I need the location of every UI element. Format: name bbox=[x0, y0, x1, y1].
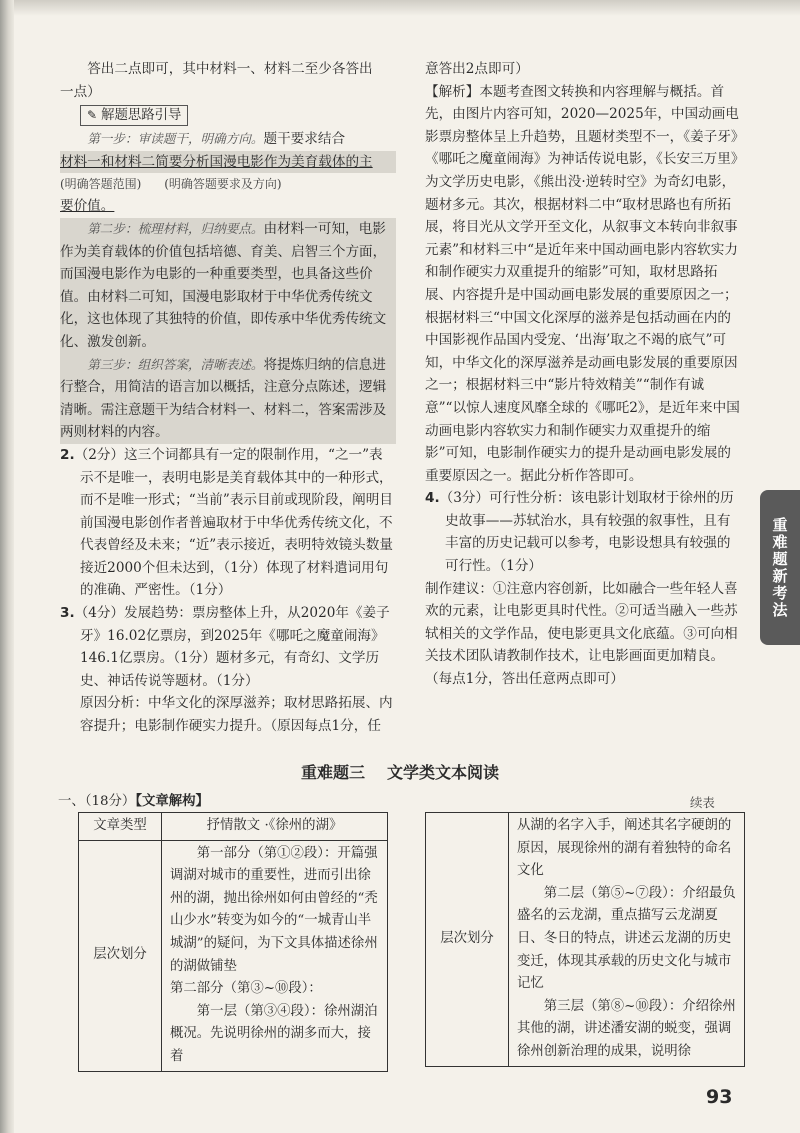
q1-heading bbox=[58, 790, 209, 809]
guide-title-box bbox=[80, 105, 188, 126]
step1-label: 第一步：审读题干，明确方向。 bbox=[87, 131, 264, 147]
step3-paragraph bbox=[60, 354, 396, 444]
q3-line2: 原因分析：中华文化的深厚滋养；取材思路拓展、内容提升；电影制作硬实力提升。（原因每点1分，任 bbox=[80, 695, 393, 735]
pencil-note-icon: ✎ bbox=[87, 108, 98, 123]
page-number: 93 bbox=[706, 1086, 733, 1108]
step3-text: 将提炼归纳的信息进行整合，用简洁的语言加以概括，注意分点陈述，逻辑清晰。需注意题干为结合材料一、材料二，答案需涉及两则材料的内容。 bbox=[60, 356, 387, 441]
table-header-title: 抒情散文 ·《徐州的湖》 bbox=[162, 813, 388, 841]
q3-text: （4分）发展趋势：票房整体上升，从2020年《姜子牙》16.02亿票房，到2025年《哪吒之魔童闹海》146.1亿票房。（1分）题材多元，有奇幻、文学历史、神话传说等题材。（1分） bbox=[74, 605, 390, 689]
table-label-layers: 层次划分 bbox=[79, 840, 162, 1071]
layer1-cont-text: 从湖的名字入手，阐述其名字硬朗的原因，展现徐州的湖有着独特的命名文化 bbox=[517, 818, 732, 879]
analysis-paragraph bbox=[425, 81, 743, 488]
guide-title: 解题思路引导 bbox=[101, 108, 182, 124]
analysis-text: 本题考查图文转换和内容理解与概括。首先，由图片内容可知，2020—2025年，中国动画电影票房整体呈上升趋势，且题材类型不一，《姜子牙》《哪吒之魔童闹海》为神话传说电影，《长安三万里》为文学历史电影，《熊出没·逆转时空》为奇幻电影，题材多元。其次，根据材料二中“取材思路也有所拓展，将目光从文学开至文化，从叙事文本转向非叙事元素”和材料三中“是近年来中国动画电影内容软实力和制作硬实力双重提升的缩影”可知，取材思路拓展、内容提升是中国动画电影发展的重要原因之一；根据材料三“中国文化深厚的滋养是包括动画在内的中国影视作品国内受宠、‘出海’取之不竭的底气”可知，中华文化的深厚滋养是动画电影发展的重要原因之一；根据材料三中“影片特效精美”“制作有诚意”“以惊人速度风靡全球的《哪吒2》，是近年来中国动画电影内容软实力和制作硬实力双重提升的缩影”可知，电影制作硬实力的提升是动画电影发展的重要原因之一。据此分析作答即可。 bbox=[425, 83, 740, 484]
q2-number: 2. bbox=[60, 446, 75, 463]
right-column bbox=[425, 58, 743, 691]
step1-sublabels: (明确答题范围) (明确答题要求及方向) bbox=[60, 177, 282, 192]
part1-text: 第一部分（第①②段）：开篇强调湖对城市的重要性，进而引出徐州的湖，抛出徐州如何由曾经的“秃山少水”转变为如今的“一城青山半城湖”的疑问，为下文具体描述徐州的湖做铺垫 bbox=[170, 845, 378, 974]
layer2-text: 第二层（第⑤~⑦段）：介绍最负盛名的云龙湖，重点描写云龙湖夏日、冬日的特点，讲述云龙湖的历史变迁，体现其承载的历史文化与城市记忆 bbox=[517, 885, 736, 992]
q1-tag: 【文章解构】 bbox=[135, 794, 209, 809]
step2-paragraph bbox=[60, 218, 396, 354]
layer3-text: 第三层（第⑧~⑩段）：介绍徐州其他的湖，讲述潘安湖的蜕变，强调徐州创新治理的成果，说明徐 bbox=[517, 998, 736, 1059]
q4-answer bbox=[425, 487, 743, 577]
side-tab-label: 重难题新考法 bbox=[770, 516, 789, 619]
q1-prefix: 一、（18分） bbox=[58, 794, 136, 809]
section-title bbox=[0, 760, 800, 783]
page-edge-shadow bbox=[0, 0, 14, 1133]
q4-text: （3分）可行性分析：该电影计划取材于徐州的历史故事——苏轼治水，具有较强的叙事性，且有丰富的历史记载可以参考，电影设想具有较强的可行性。（1分） bbox=[439, 490, 734, 575]
right-line0: 意答出2点即可） bbox=[425, 61, 529, 77]
structure-table-right bbox=[425, 812, 745, 1067]
table-cell-layers-right bbox=[509, 813, 745, 1067]
analysis-label: 【解析】 bbox=[425, 83, 480, 100]
section-title-a: 重难题三 bbox=[300, 763, 365, 782]
step1-line3: 要价值。 bbox=[60, 198, 115, 215]
layer1-text: 第一层（第③④段）：徐州湖泊概况。先说明徐州的湖多而大，接着 bbox=[170, 1003, 378, 1064]
q3-number: 3. bbox=[60, 605, 75, 622]
table-header-type: 文章类型 bbox=[79, 813, 162, 841]
q4-suggestion: 制作建议：①注意内容创新，比如融合一些年轻人喜欢的元素，让电影更具时代性。②可适当融入一些苏轼相关的文学作品，使电影更具文化底蕴。③可向相关技术团队请教制作技术，让电影画面更加精良。（每点1分，答出任意两点即可） bbox=[425, 580, 738, 688]
step1-line bbox=[60, 128, 396, 151]
intro-line-1: 答出二点即可，其中材料一、材料二至少各答出 bbox=[87, 61, 373, 77]
continued-label: 续表 bbox=[690, 795, 715, 810]
step1-highlight-line: 材料一和材料二简要分析国漫电影作为美育载体的主 bbox=[60, 151, 396, 174]
left-column bbox=[60, 58, 396, 738]
step3-label: 第三步：组织答案，清晰表述。 bbox=[87, 356, 264, 372]
q3-answer bbox=[60, 602, 396, 692]
part2-text: 第二部分（第③~⑩段）： bbox=[170, 981, 322, 997]
step2-text: 由材料一可知，电影作为美育载体的价值包括培德、育美、启智三个方面，而国漫电影作为电影的一种重要类型，也具备这些价值。由材料二可知，国漫电影取材于中华优秀传统文化，这也体现了其独特的价值，即传承中华优秀传统文化、激发创新。 bbox=[60, 220, 387, 350]
side-tab bbox=[760, 490, 800, 645]
step1-text: 题干要求结合 bbox=[263, 131, 346, 148]
intro-line-2: 一点） bbox=[60, 83, 101, 100]
q2-text: （2分）这三个词都具有一定的限制作用，“之一”表示不是唯一，表明电影是美育载体其中的一种形式，而不是唯一形式；“当前”表示目前或现阶段，阐明目前国漫电影创作者普遍取材于中华优秀传统文化，不代表曾经及未来；“近”表示接近，表明特效镜头数量接近2000个但未达到，（1分）体现了材料遣词用句的准确、严密性。（1分） bbox=[74, 446, 393, 599]
q4-number: 4. bbox=[425, 490, 440, 507]
page-fold-shadow bbox=[14, 0, 800, 16]
structure-table-left bbox=[78, 812, 388, 1072]
section-title-b: 文学类文本阅读 bbox=[387, 763, 500, 782]
table-label-layers-cont: 层次划分 bbox=[426, 813, 509, 1067]
step2-label: 第二步：梳理材料，归纳要点。 bbox=[87, 220, 264, 236]
table-cell-layers-left bbox=[162, 840, 388, 1071]
q2-answer bbox=[60, 444, 396, 602]
